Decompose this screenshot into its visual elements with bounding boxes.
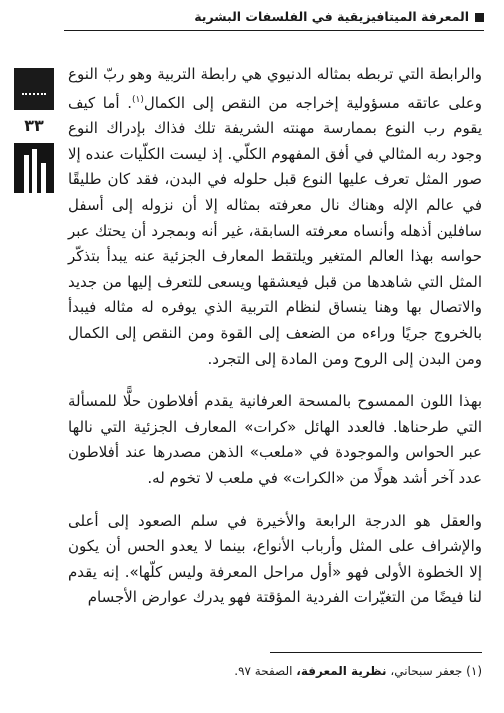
paragraph-3: والعقل هو الدرجة الرابعة والأخيرة في سلم الصعود إلى أعلى والإشراف على المثل وأرباب الأنواع، بينما لا يعدو الحس أن يكون إلا الخطوة الأولى فهو «أول مراحل المعرفة وليس كلّها». إنه يقدم لنا فيضًا من التغيّرات الفردية المؤقتة فهو يدرك عوارض الأجسام	[68, 511, 482, 607]
header-title: المعرفة الميتافيزيقية في الفلسفات البشرية	[194, 9, 469, 24]
footnote-marker: (١)	[466, 664, 482, 678]
series-logo	[14, 68, 54, 110]
footnote-author: جعفر سبحاني،	[390, 664, 463, 678]
header-square-icon	[475, 13, 484, 22]
footnote-ref[interactable]: (١)	[131, 94, 144, 105]
paragraph-1-rest: . أما كيف يقوم رب النوع بممارسة مهنته الشريفة تلك فذاك بإدراك النوع وجود ربه المثالي في أفق المفهوم الكلّي. إذ ليست الكلّيات عنده إلا صور المثل تعرف عليها النوع قبل حلوله في البدن، فقد كان طليقًا في عالم الإله وهناك نال معرفته بمثاله إلا أن نزوله إلى أسفل سافلين أذهله وأنساه معرفته السابقة، غير أنه وبمجرد أن يحتك عبر حواسه بهذا العالم المتغير ويلتقط المعارف الجزئية عنه يبدأ بتذكّر المثل التي شاهدها من قبل فيعشقها ويسعى للتعرف إليها من جديد والاتصال بها وهنا ينساق لنظام التربية الذي يوفره له مثاله فيبدأ بالخروج جريًا وراءه من الضعف إلى القوة ومن النقص إلى الكمال ومن البدن إلى الروح ومن المادة إلى التجرد.	[68, 93, 482, 368]
footnote-work: نظرية المعرفة،	[296, 664, 387, 678]
sidebar	[14, 68, 54, 193]
footnote	[68, 662, 482, 680]
logo-ornament-icon	[22, 93, 46, 99]
running-header	[64, 8, 484, 31]
paragraph-1-text: والرابطة التي تربطه بمثاله الدنيوي هي رابطة التربية وهو ربّ النوع وعلى عاتقه مسؤولية إخراجه من النقص إلى الكمال	[68, 65, 482, 112]
main-text	[68, 62, 482, 628]
footnote-page: الصفحة ٩٧.	[234, 664, 293, 678]
footnote-divider	[270, 652, 482, 653]
page-number: ٣٣	[24, 116, 44, 135]
paragraph-1	[68, 62, 482, 372]
figure-thumbnail	[14, 143, 54, 193]
paragraph-2: بهذا اللون الممسوح بالمسحة العرفانية يقدم أفلاطون حلًّا للمسألة التي طرحناها. فالعدد الهائل «كرات» المعارف الجزئية التي نالها عبر الحواس والموجودة في «ملعب» الذهن مصدرها عند أفلاطون عدد آخر أشد هولًا من «الكرات» في ملعب لا تخوم له.	[68, 392, 482, 487]
